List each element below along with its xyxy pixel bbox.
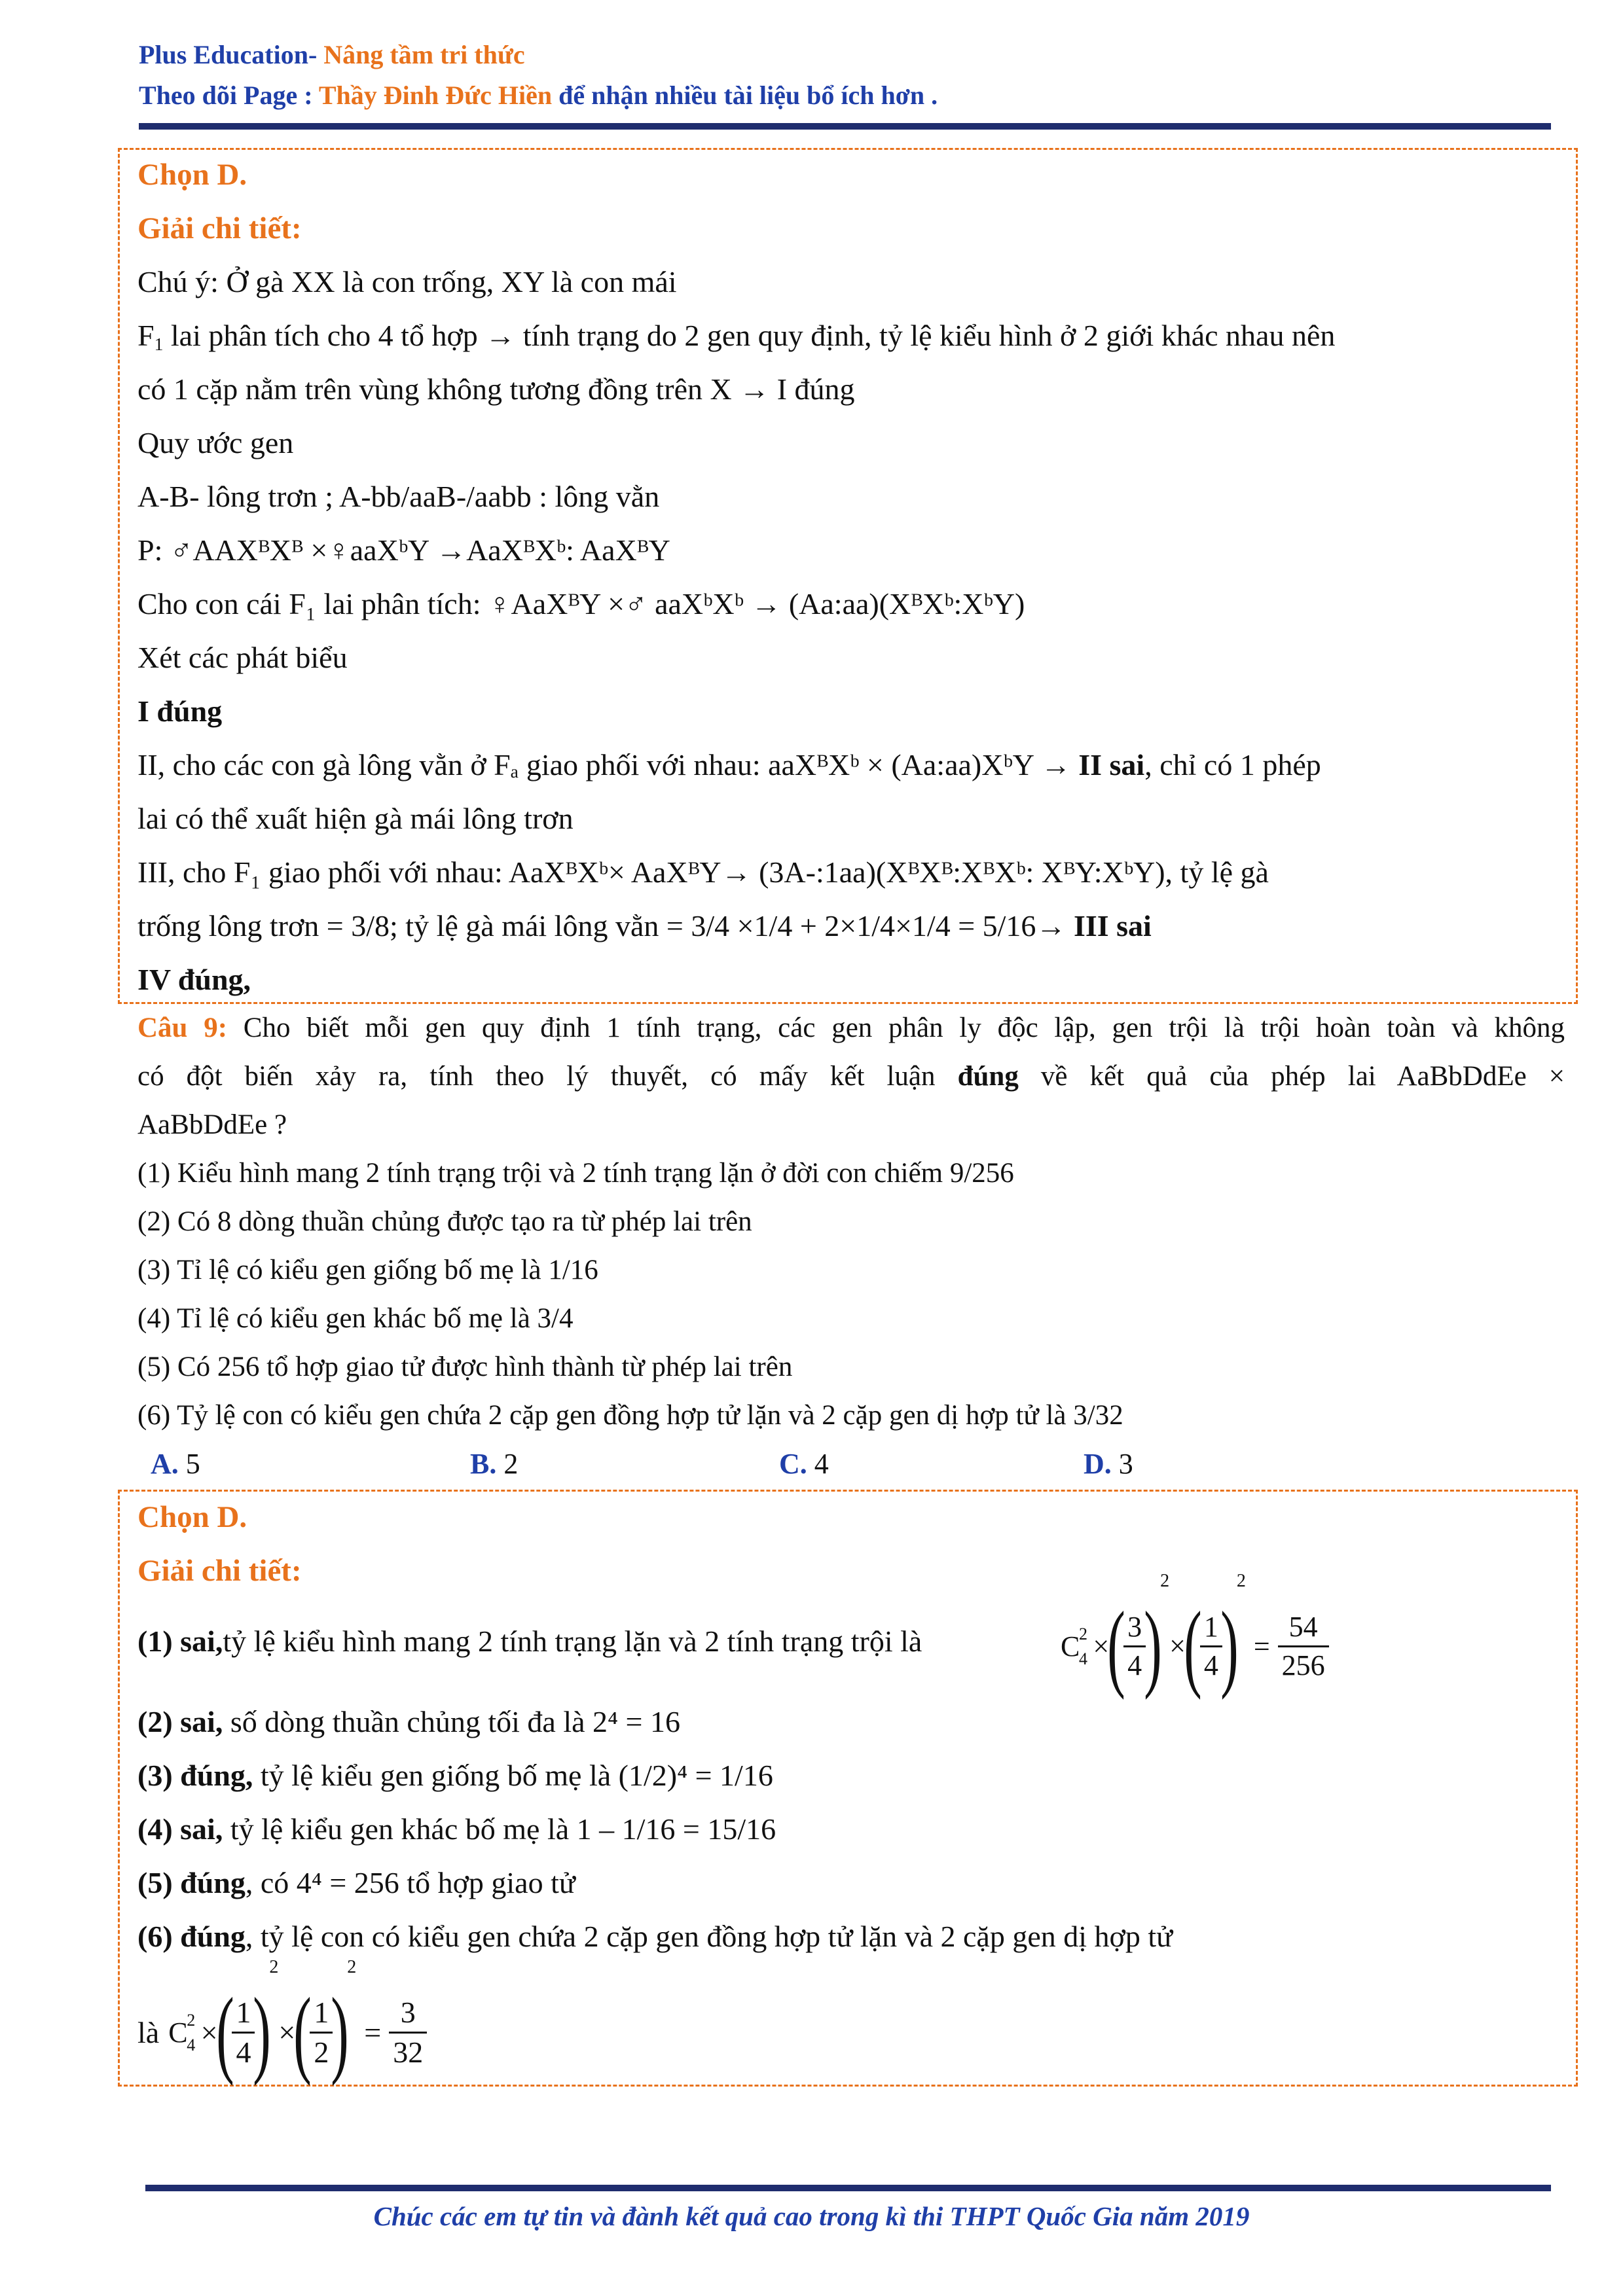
s5-text: , có 4⁴ = 256 tổ hợp giao tử — [245, 1866, 575, 1899]
times-sign: × — [200, 2015, 218, 2049]
s1-text: tỷ lệ kiểu hình mang 2 tính trạng lặn và 2 tính trạng trội là — [223, 1624, 922, 1658]
header-line-2 — [139, 80, 938, 111]
statement-ii-cont: lai có thể xuất hiện gà mái lông trơn — [137, 802, 574, 835]
exponent-2: 2 — [347, 1957, 357, 1977]
question-9 — [137, 1004, 1565, 1440]
ii-rest: , chỉ có 1 phép — [1144, 748, 1321, 781]
solution-1-content — [137, 148, 1565, 1007]
equals-sign: = — [1253, 1630, 1270, 1662]
comb-bottom: 4 — [1079, 1649, 1087, 1668]
solution-item-3 — [137, 1749, 1565, 1803]
den: 2 — [310, 2032, 333, 2068]
exponent-2: 2 — [1236, 1571, 1246, 1591]
statement-i: I đúng — [137, 694, 223, 728]
option-a-value: 5 — [178, 1448, 200, 1480]
comb-top: 2 — [1079, 1624, 1087, 1643]
formula-6 — [137, 1957, 427, 2087]
den: 256 — [1278, 1645, 1329, 1680]
num: 54 — [1288, 1610, 1318, 1643]
option-c[interactable] — [779, 1444, 829, 1484]
line-f1-analysis — [137, 309, 1565, 363]
question-item-3: (3) Tỉ lệ có kiểu gen giống bố mẹ là 1/16 — [137, 1255, 598, 1285]
den: 4 — [232, 2032, 255, 2068]
footer-rule — [145, 2185, 1551, 2191]
brand-name: Plus Education- — [139, 40, 318, 69]
question-item-6: (6) Tỷ lệ con có kiểu gen chứa 2 cặp gen đồng hợp tử lặn và 2 cặp gen dị hợp tử là 3/32 — [137, 1400, 1123, 1431]
question-line-1 — [137, 1004, 1565, 1052]
comb-top: 2 — [187, 2010, 196, 2030]
option-b-value: 2 — [496, 1448, 519, 1480]
statement-ii — [137, 738, 1565, 792]
fraction-3-4 — [1123, 1610, 1146, 1681]
fraction-result-6 — [389, 1995, 427, 2069]
iii-verdict: III sai — [1073, 909, 1152, 942]
s3-text: tỷ lệ kiểu gen giống bố mẹ là (1/2)⁴ = 1/16 — [253, 1759, 773, 1792]
times-sign-2: × — [1169, 1630, 1186, 1662]
brand-slogan: Nâng tầm tri thức — [317, 40, 525, 69]
den: 4 — [1200, 1645, 1222, 1680]
option-a[interactable] — [151, 1444, 200, 1484]
times-sign: × — [1093, 1630, 1110, 1662]
question-item-5: (5) Có 256 tổ hợp giao tử được hình thành từ phép lai trên — [137, 1352, 793, 1382]
solution-item-1 — [137, 1621, 922, 1662]
comb-bottom: 4 — [187, 2035, 196, 2054]
fraction-1-4 — [232, 1995, 255, 2069]
paren-close-2: ) — [1220, 1592, 1239, 1700]
text-rest: lai phân tích cho 4 tổ hợp → tính trạng do 2 gen quy định, tỷ lệ kiểu hình ở 2 giới khác nhau nên — [163, 319, 1336, 352]
s6-label: (6) đúng — [137, 1920, 246, 1953]
paren-close-2: ) — [331, 1978, 350, 2087]
combination-c42-b — [168, 2010, 196, 2054]
q-text-2c: về kết quả của phép lai AaBbDdEe × — [1018, 1061, 1565, 1092]
den: 32 — [389, 2032, 427, 2068]
ii-text: II, cho các con gà lông vằn ở Fₐ giao phối với nhau: aaXᴮXᵇ × (Aa:aa)XᵇY → — [137, 748, 1079, 781]
option-d-value: 3 — [1111, 1448, 1133, 1480]
parent-cross: P: ♂AAXᴮXᴮ ×♀aaXᵇY →AaXᴮXᵇ: AaXᴮY — [137, 533, 670, 567]
question-item-2: (2) Có 8 dòng thuần chủng được tạo ra từ phép lai trên — [137, 1206, 752, 1237]
equals-sign: = — [364, 2015, 382, 2049]
paren-open-2: ( — [1184, 1592, 1202, 1700]
fraction-result-1 — [1278, 1610, 1329, 1681]
comb-letter: C — [1061, 1630, 1080, 1662]
header-rule — [139, 123, 1551, 130]
consider-statements: Xét các phát biểu — [137, 641, 348, 674]
header-line-1 — [139, 39, 525, 71]
option-a-label: A. — [151, 1448, 179, 1480]
den: 4 — [1123, 1645, 1146, 1680]
detail-heading-1: Giải chi tiết: — [137, 211, 302, 245]
combination-c42 — [1061, 1624, 1087, 1668]
detail-heading-2: Giải chi tiết: — [137, 1554, 302, 1588]
test-cross: Cho con cái F₁ lai phân tích: ♀AaXᴮY ×♂ aaXᵇXᵇ → (Aa:aa)(XᴮXᵇ:XᵇY) — [137, 587, 1025, 620]
gene-convention: A-B- lông trơn ; A-bb/aaB-/aabb : lông vằn — [137, 480, 660, 513]
exponent: 2 — [269, 1957, 279, 1977]
s5-label: (5) đúng — [137, 1866, 246, 1899]
solution-item-2 — [137, 1695, 1565, 1749]
paren-close: ) — [1144, 1592, 1162, 1700]
num: 3 — [1127, 1610, 1142, 1643]
num: 3 — [400, 1995, 416, 2029]
option-c-label: C. — [779, 1448, 807, 1480]
follow-prefix: Theo dõi Page : — [139, 81, 319, 110]
question-line-2 — [137, 1052, 1565, 1101]
line-conclusion-i: có 1 cặp nằm trên vùng không tương đồng trên X → I đúng — [137, 372, 855, 406]
paren-open: ( — [1107, 1592, 1125, 1700]
q-text-2a: có đột biến xảy ra, tính theo lý thuyết, có mấy kết luận — [137, 1061, 958, 1092]
q-text-1: Cho biết mỗi gen quy định 1 tính trạng, các gen phân ly độc lập, gen trội là trội hoàn toàn và không — [227, 1013, 1565, 1043]
paren-open-2: ( — [293, 1978, 312, 2087]
choose-answer-1: Chọn D. — [137, 158, 247, 192]
num: 1 — [314, 1995, 329, 2029]
s4-label: (4) sai, — [137, 1812, 223, 1846]
iii-text: trống lông trơn = 3/8; tỷ lệ gà mái lông vằn = 3/4 ×1/4 + 2×1/4×1/4 = 5/16→ — [137, 909, 1074, 942]
s4-text: tỷ lệ kiểu gen khác bố mẹ là 1 – 1/16 = 15/16 — [223, 1812, 776, 1846]
paren-close: ) — [253, 1978, 272, 2087]
solution-item-6 — [137, 1910, 1565, 1964]
s2-label: (2) sai, — [137, 1705, 223, 1738]
comb-letter: C — [168, 2016, 188, 2049]
page-name: Thầy Đinh Đức Hiền — [318, 81, 553, 110]
text-f: F — [137, 319, 155, 352]
question-item-4: (4) Tỉ lệ có kiểu gen khác bố mẹ là 3/4 — [137, 1303, 574, 1334]
question-label: Câu 9: — [137, 1013, 228, 1043]
question-item-1: (1) Kiểu hình mang 2 tính trạng trội và 2 tính trạng lặn ở đời con chiếm 9/256 — [137, 1158, 1014, 1189]
solution-2-heading — [137, 1490, 1565, 1598]
statement-iii-cont — [137, 899, 1565, 953]
s3-label: (3) đúng, — [137, 1759, 253, 1792]
choose-answer-2: Chọn D. — [137, 1500, 247, 1534]
s2-text: số dòng thuần chủng tối đa là 2⁴ = 16 — [223, 1705, 680, 1738]
option-b[interactable] — [470, 1444, 518, 1484]
option-d[interactable] — [1084, 1444, 1133, 1484]
s1-label: (1) sai, — [137, 1624, 223, 1658]
solution-item-4 — [137, 1803, 1565, 1856]
fraction-1-2 — [310, 1995, 333, 2069]
fraction-1-4 — [1200, 1610, 1222, 1681]
times-sign-2: × — [278, 2015, 296, 2049]
s7-prefix: là — [137, 2015, 160, 2049]
ii-verdict: II sai — [1078, 748, 1145, 781]
formula-1 — [1061, 1571, 1329, 1700]
question-line-3: AaBbDdEe ? — [137, 1109, 287, 1140]
gene-convention-title: Quy ước gen — [137, 426, 294, 459]
text-sub-1: 1 — [154, 333, 164, 354]
exponent: 2 — [1160, 1571, 1170, 1591]
option-b-label: B. — [470, 1448, 497, 1480]
note-line: Chú ý: Ở gà XX là con trống, XY là con mái — [137, 265, 677, 298]
solution-item-5 — [137, 1856, 1565, 1910]
num: 1 — [1203, 1610, 1218, 1643]
s6-text: , tỷ lệ con có kiểu gen chứa 2 cặp gen đồng hợp tử lặn và 2 cặp gen dị hợp tử — [245, 1920, 1173, 1953]
statement-iv: IV đúng, — [137, 963, 251, 996]
statement-iii: III, cho F₁ giao phối với nhau: AaXᴮXᵇ× AaXᴮY→ (3A-:1aa)(XᴮXᴮ:XᴮXᵇ: XᴮY:XᵇY), tỷ lệ gà — [137, 855, 1269, 889]
follow-suffix: để nhận nhiều tài liệu bổ ích hơn . — [552, 81, 938, 110]
q-text-2b: đúng — [957, 1061, 1019, 1092]
num: 1 — [236, 1995, 251, 2029]
option-c-value: 4 — [807, 1448, 829, 1480]
footer-text: Chúc các em tự tin và đành kết quả cao trong kì thi THPT Quốc Gia năm 2019 — [373, 2201, 1250, 2231]
solution-2-items — [137, 1695, 1565, 1964]
paren-open: ( — [215, 1978, 234, 2087]
option-d-label: D. — [1084, 1448, 1112, 1480]
